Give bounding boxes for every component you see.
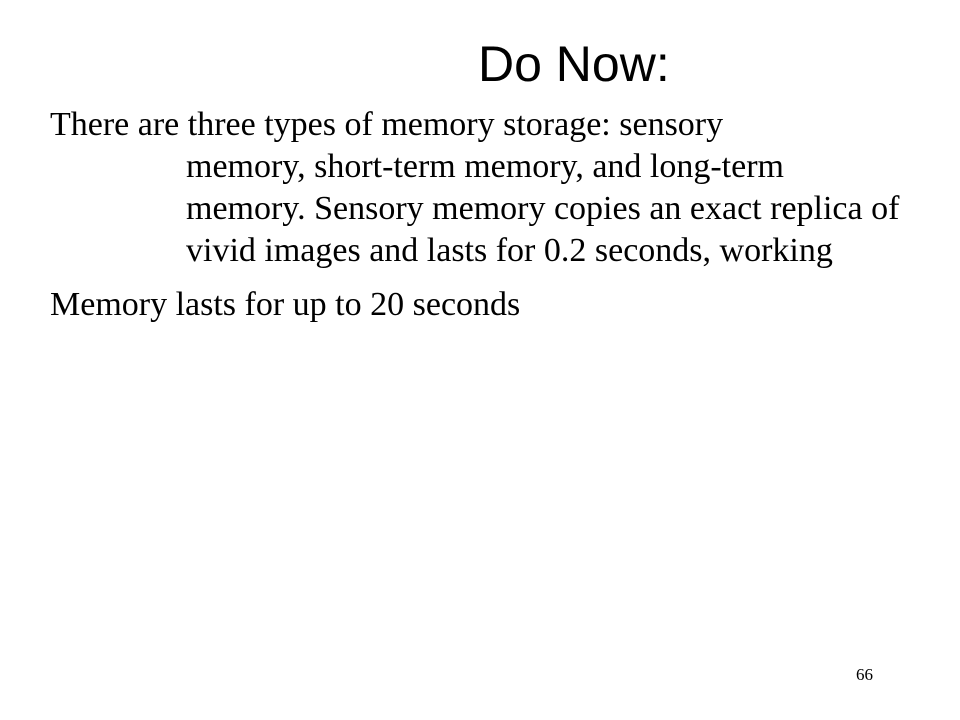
paragraph-2: Memory lasts for up to 20 seconds — [50, 286, 521, 323]
slide-title: Do Now: — [478, 36, 670, 92]
page-number: 66 — [856, 665, 873, 684]
paragraph-1-line-2: memory, short-term memory, and long-term — [186, 148, 784, 185]
paragraph-1 — [50, 104, 960, 272]
slide-body — [50, 104, 960, 326]
paragraph-1-line-4: vivid images and lasts for 0.2 seconds, working — [186, 232, 833, 269]
paragraph-1-line-3: memory. Sensory memory copies an exact replica of — [186, 190, 900, 227]
paragraph-1-line-1: There are three types of memory storage: sensory — [50, 106, 724, 143]
